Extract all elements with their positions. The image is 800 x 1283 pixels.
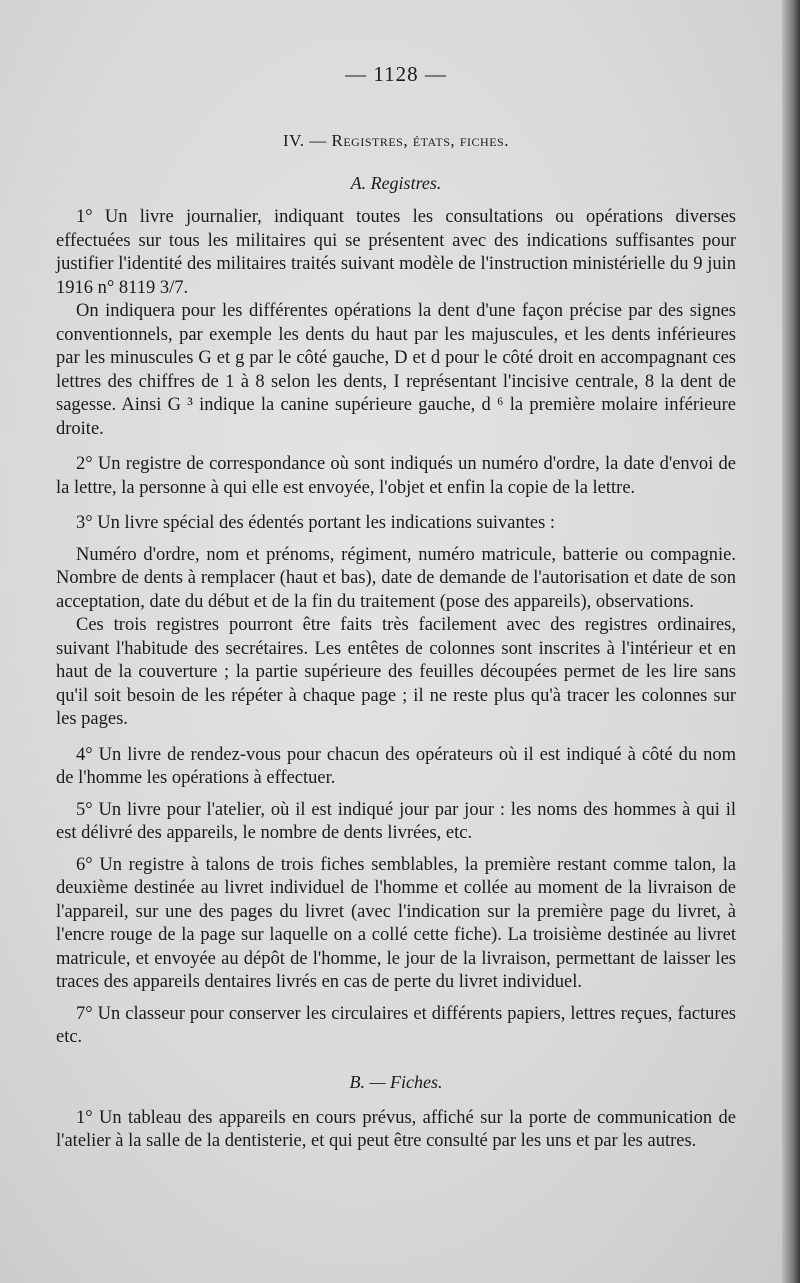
paragraph-b1: 1° Un tableau des appareils en cours prévus, affiché sur la porte de communication de l'atelier à la salle de la dentisterie, et qui peut être consulté par les uns et par les autres. — [56, 1107, 736, 1151]
page-number: — 1128 — — [345, 62, 447, 86]
paragraph-a8: 5° Un livre pour l'atelier, où il est indiqué jour par jour : les noms des hommes à qui il est délivré des appareils, le nombre de dents livrées, etc. — [56, 799, 736, 843]
paragraph-a6: Ces trois registres pourront être faits très facilement avec des registres ordinaires, suivant l'habitude des secrétaires. Les entêtes de colonnes sont inscrites à l'intérieur et en haut de la couverture ; la partie supérieure des feuilles découpées permet de les lire sans qu'il soit besoin de les répéter à chaque page ; il ne reste plus qu'à tracer les colonnes sur les pages. — [56, 615, 736, 729]
paragraph-a3: 2° Un registre de correspondance où sont indiqués un numéro d'ordre, la date d'envoi de la lettre, la personne à qui elle est envoyée, l'objet et enfin la copie de la lettre. — [56, 454, 736, 498]
subsection-b-title: B. — Fiches. — [349, 1071, 443, 1092]
subsection-a-title: A. Registres. — [350, 173, 442, 193]
paragraph-a5: Numéro d'ordre, nom et prénoms, régiment, numéro matricule, batterie ou compagnie. Nombre de dents à remplacer (haut et bas), date de demande de l'autorisation et date de son acceptation, date du début et de la fin du traitement (pose des appareils), observations. — [56, 544, 736, 612]
page-edge-shadow — [782, 0, 800, 1283]
paragraph-a2: On indiquera pour les différentes opérations la dent d'une façon précise par des signes conventionnels, par exemple les dents du haut par les majuscules, et les dents inférieures par les minuscules G et g par le côté gauche, D et d pour le côté droit en accompagnant ces lettres des chiffres de 1 à 8 selon les dents, I représentant l'incisive centrale, 8 la dent de sagesse. Ainsi G ³ indique la canine supérieure gauche, d ⁶ la première molaire inférieure droite. — [56, 301, 736, 439]
section-title: IV. — Registres, états, fiches. — [283, 131, 509, 150]
paragraph-a4: 3° Un livre spécial des édentés portant les indications suivantes : — [76, 513, 556, 533]
paragraph-a1: 1° Un livre journalier, indiquant toutes les consultations ou opérations diverses effectuées sur tous les militaires qui se présentent avec des indications suffisantes pour justifier l'identité des militaires traités suivant modèle de l'instruction ministérielle du 9 juin 1916 n° 8119 3/7. — [56, 207, 736, 298]
paragraph-a9: 6° Un registre à talons de trois fiches semblables, la première restant comme talon, la deuxième destinée au livret individuel de l'homme et collée au moment de la livraison de l'appareil, sur une des pages du livret (avec l'indication sur la première page du livret, à l'encre rouge de la page sur laquelle on a collé cette fiche). La troisième destinée au livret matricule, et envoyée au dépôt de l'homme, le jour de la livraison, permettant de laisser les traces des appareils dentaires livrés en cas de perte du livret individuel. — [56, 854, 736, 992]
paragraph-a7: 4° Un livre de rendez-vous pour chacun des opérateurs où il est indiqué à côté du nom de l'homme les opérations à effectuer. — [56, 744, 736, 788]
paragraph-a10: 7° Un classeur pour conserver les circulaires et différents papiers, lettres reçues, factures etc. — [56, 1003, 736, 1047]
page-content — [56, 62, 736, 1154]
